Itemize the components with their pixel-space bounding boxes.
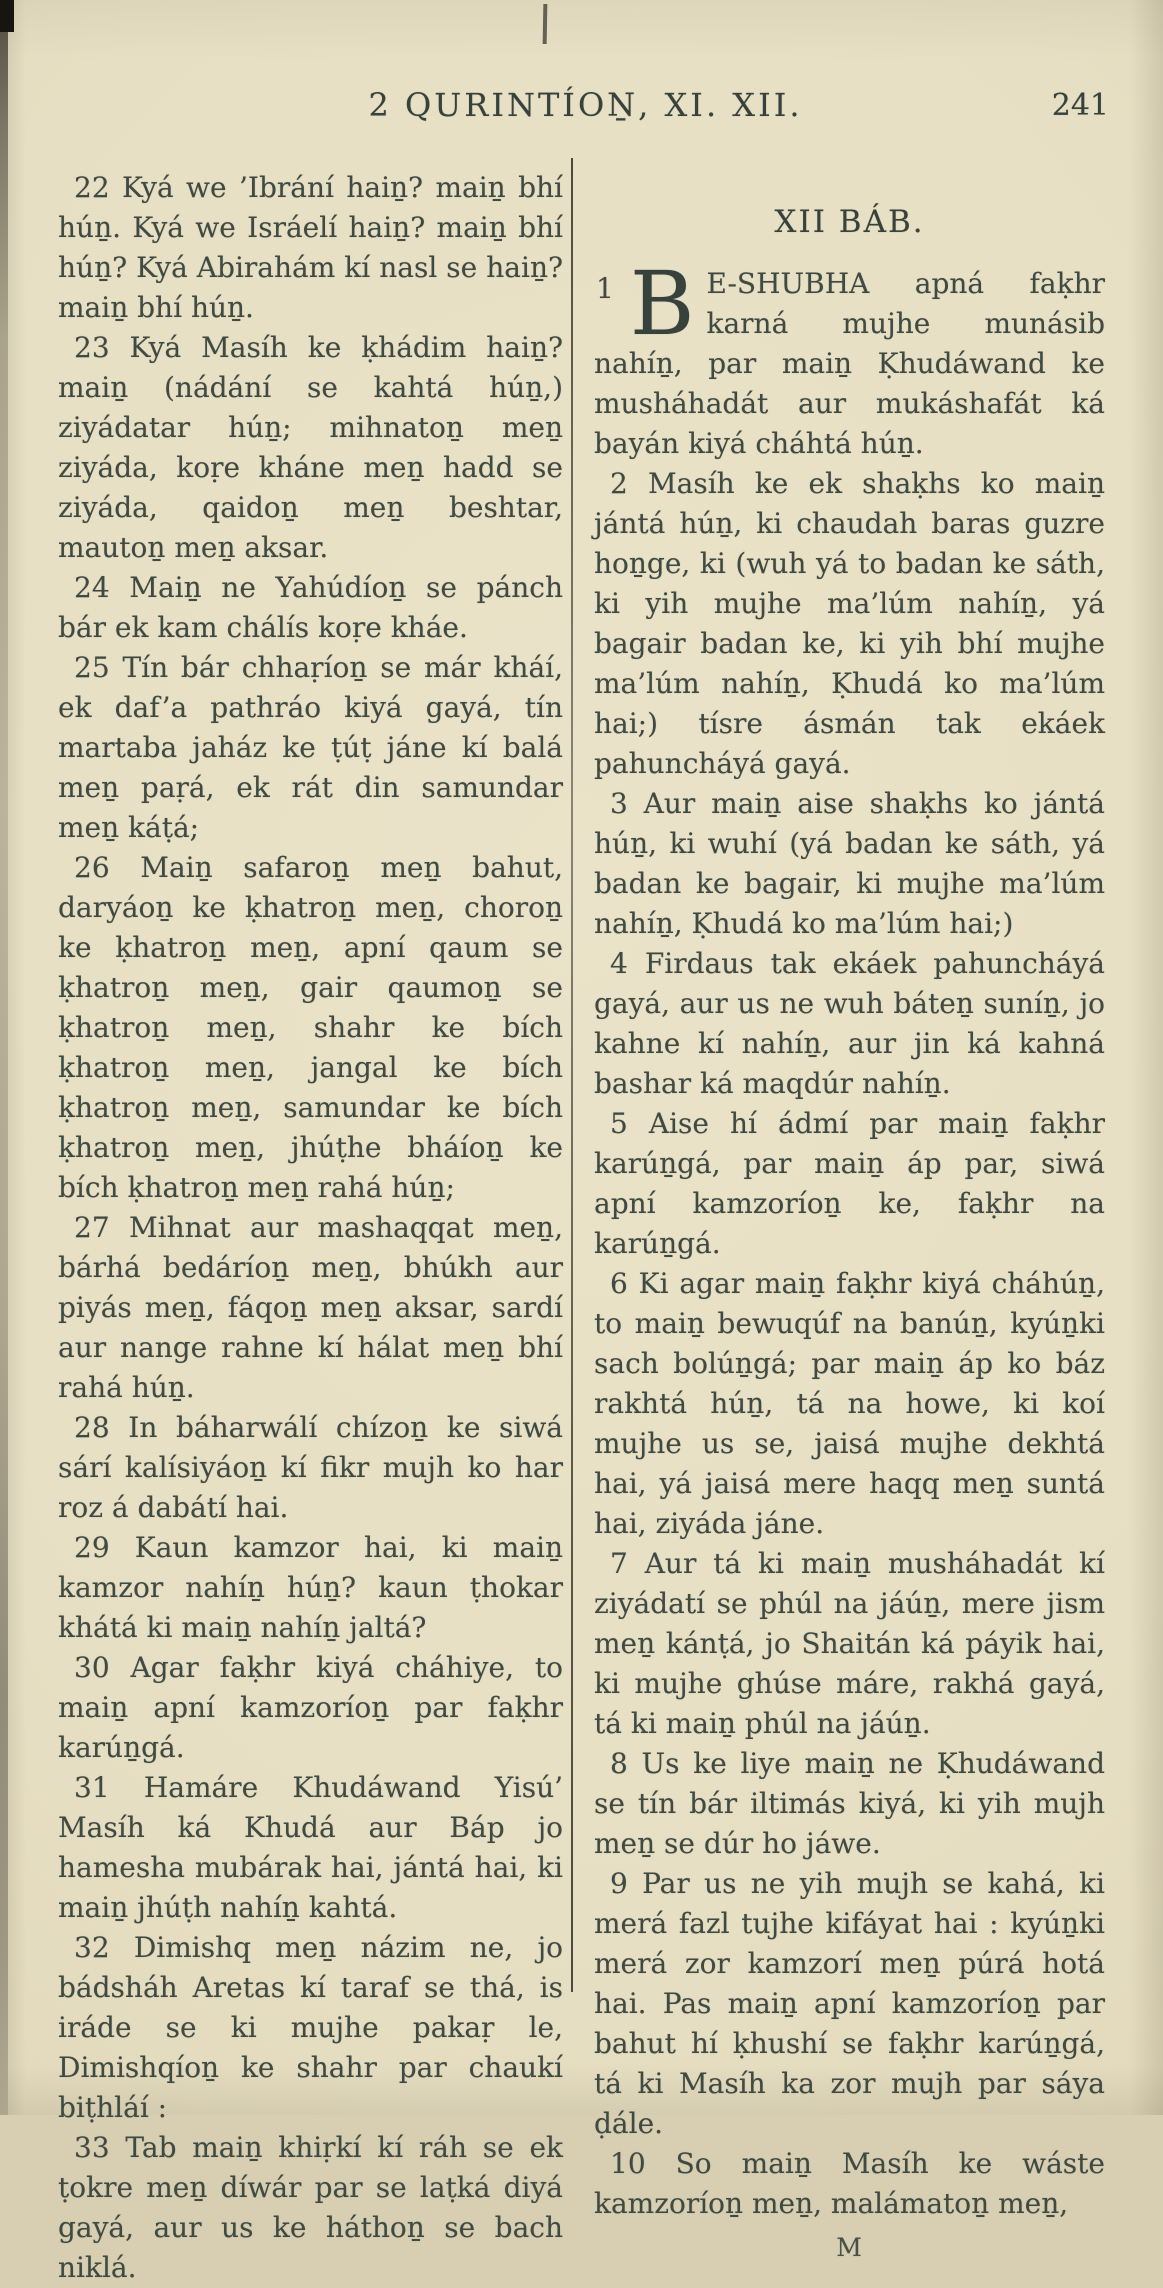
verse-1 <box>594 252 1105 464</box>
verse-10: 10 So maiṉ Masíh ke wáste kamzoríoṉ meṉ, malámatoṉ meṉ, <box>594 2147 1105 2220</box>
verse-22: 22 Kyá we ’Ibrání haiṉ? maiṉ bhí húṉ. Kyá we Isráelí haiṉ? maiṉ bhí húṉ? Kyá Abirahám kí nasl se haiṉ? maiṉ bhí húṉ. <box>58 171 563 324</box>
printer-signature-mark: M <box>836 2233 863 2262</box>
left-column <box>58 168 563 2288</box>
verse-7: 7 Aur tá ki maiṉ musháhadát kí ziyádatí se phúl na jáúṉ, mere jism meṉ kánṭá, jo Shaitán ká páyik hai, ki mujhe ghúse máre, rakhá gayá, tá ki maiṉ phúl na jáúṉ. <box>594 1547 1105 1740</box>
drop-cap-initial: B <box>629 252 695 355</box>
verse-32: 32 Dimishq meṉ názim ne, jo bádsháh Aretas kí taraf se thá, is iráde se ki mujhe pakaṛ le, Dimishqíoṉ ke shahr par chaukí biṭhláí : <box>58 1931 563 2124</box>
verse-28: 28 In báharwálí chízoṉ ke siwá sárí kalísiyáoṉ kí fikr mujh ko har roz á dabátí hai. <box>58 1411 563 1524</box>
scan-edge-left-shadow <box>0 0 8 2115</box>
scan-corner-mark <box>0 0 14 32</box>
verse-31: 31 Hamáre Khudáwand Yisú’ Masíh ká Khudá aur Báp jo hamesha mubárak hai, jántá hai, ki maiṉ jhúṭh nahíṉ kahtá. <box>58 1771 563 1924</box>
verse-24: 24 Maiṉ ne Yahúdíoṉ se pánch bár ek kam chálís koṛe kháe. <box>58 571 563 644</box>
page-number: 241 <box>1051 88 1109 123</box>
verse-1-text: E-SHUBHA apná faḳhr karná mujhe munásib nahíṉ, par maiṉ Ḳhudáwand ke musháhadát aur mukáshafát ká bayán kiyá cháhtá húṉ. <box>594 267 1105 460</box>
verse-2: 2 Masíh ke ek shaḳhs ko maiṉ jántá húṉ, ki chaudah baras guzre hoṉge, ki (wuh yá to badan ke sáth, ki yih mujhe ma’lúm nahíṉ, yá bagair badan ke, ki yih bhí mujhe ma’lúm nahíṉ, Ḳhudá ko ma’lúm hai;) tísre ásmán tak ekáek pahuncháyá gayá. <box>594 467 1105 780</box>
verse-26: 26 Maiṉ safaroṉ meṉ bahut, daryáoṉ ke ḳhatroṉ meṉ, choroṉ ke ḳhatroṉ meṉ, apní qaum se ḳhatroṉ meṉ, gair qaumoṉ se ḳhatroṉ meṉ, shahr ke bích ḳhatroṉ meṉ, jangal ke bích ḳhatroṉ meṉ, samundar ke bích ḳhatroṉ meṉ, jhúṭhe bháíoṉ ke bích ḳhatroṉ meṉ rahá húṉ; <box>58 851 563 1204</box>
running-header <box>58 86 1113 130</box>
verse-23: 23 Kyá Masíh ke ḳhádim haiṉ? maiṉ (nádání se kahtá húṉ,) ziyádatar húṉ; mihnatoṉ meṉ ziyáda, koṛe kháne meṉ hadd se ziyáda, qaidoṉ meṉ beshtar, mautoṉ meṉ aksar. <box>58 331 563 564</box>
right-column <box>563 168 1105 2268</box>
verse-4: 4 Firdaus tak ekáek pahuncháyá gayá, aur us ne wuh báteṉ suníṉ, jo kahne kí nahíṉ, aur jin ká kahná bashar ká maqdúr nahíṉ. <box>594 947 1105 1100</box>
verse-33: 33 Tab maiṉ khiṛkí kí ráh se ek ṭokre meṉ díwár par se laṭká diyá gayá, aur us ke háthoṉ se bach niklá. <box>58 2131 563 2284</box>
verse-9: 9 Par us ne yih mujh se kahá, ki merá fazl tujhe kifáyat hai : kyúṉki merá zor kamzorí meṉ púrá hotá hai. Pas maiṉ apní kamzoríoṉ par bahut hí ḳhushí se faḳhr karúṉgá, tá ki Masíh ka zor mujh par sáya ḍále. <box>594 1867 1105 2140</box>
verse-5: 5 Aise hí ádmí par maiṉ faḳhr karúṉgá, par maiṉ áp par, siwá apní kamzoríoṉ ke, faḳhr na karúṉgá. <box>594 1107 1105 1260</box>
scan-top-tick-artifact <box>543 4 548 44</box>
verse-1-number: 1 <box>596 272 614 305</box>
running-title: 2 QURINTÍOṈ, XI. XII. <box>368 86 803 124</box>
verse-27: 27 Mihnat aur mashaqqat meṉ, bárhá bedáríoṉ meṉ, bhúkh aur piyás meṉ, fáqoṉ meṉ aksar, sardí aur nange rahne kí hálat meṉ bhí rahá húṉ. <box>58 1211 563 1404</box>
verse-25: 25 Tín bár chhaṛíoṉ se már kháí, ek daf’a pathráo kiyá gayá, tín martaba jaház ke ṭúṭ jáne kí balá meṉ paṛá, ek rát din samundar meṉ káṭá; <box>58 651 563 844</box>
verse-6: 6 Ki agar maiṉ faḳhr kiyá cháhúṉ, to maiṉ bewuqúf na banúṉ, kyúṉki sach bolúṉgá; par maiṉ áp ko báz rakhtá húṉ, tá na howe, ki koí mujhe us se, jaisá mujhe dekhtá hai, yá jaisá mere haqq meṉ suntá hai, ziyáda jáne. <box>594 1267 1105 1540</box>
verse-3: 3 Aur maiṉ aise shaḳhs ko jántá húṉ, ki wuhí (yá badan ke sáth, yá badan ke bagair, ki mujhe ma’lúm nahíṉ, Ḳhudá ko ma’lúm hai;) <box>594 787 1105 940</box>
text-columns <box>58 168 1105 2288</box>
chapter-heading: XII BÁB. <box>774 204 925 240</box>
verse-8: 8 Us ke liye maiṉ ne Ḳhudáwand se tín bár iltimás kiyá, ki yih mujh meṉ se dúr ho jáwe. <box>594 1747 1105 1860</box>
verse-29: 29 Kaun kamzor hai, ki maiṉ kamzor nahíṉ húṉ? kaun ṭhokar khátá ki maiṉ nahíṉ jaltá? <box>58 1531 563 1644</box>
verse-30: 30 Agar faḳhr kiyá cháhiye, to maiṉ apní kamzoríoṉ par faḳhr karúṉgá. <box>58 1651 563 1764</box>
drop-cap-group <box>596 252 695 355</box>
